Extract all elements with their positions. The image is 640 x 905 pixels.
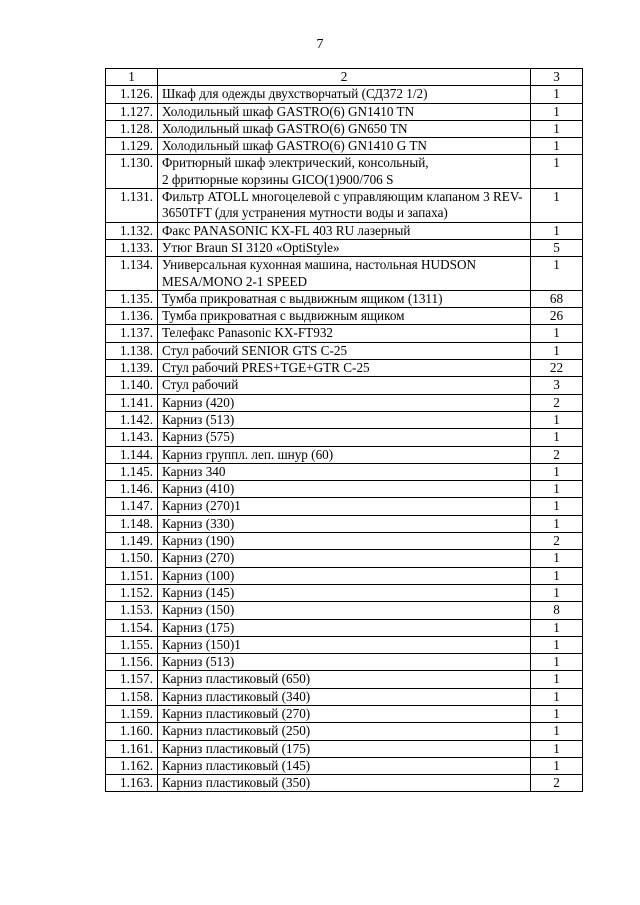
row-number: 1.150. xyxy=(106,550,158,567)
row-item-name: Шкаф для одежды двухстворчатый (СД372 1/2) xyxy=(158,86,531,103)
row-quantity: 1 xyxy=(531,723,583,740)
row-number: 1.144. xyxy=(106,446,158,463)
table-row xyxy=(106,688,583,705)
table-row xyxy=(106,567,583,584)
row-quantity: 22 xyxy=(531,360,583,377)
row-number: 1.147. xyxy=(106,498,158,515)
row-quantity: 2 xyxy=(531,446,583,463)
row-number: 1.141. xyxy=(106,394,158,411)
row-item-name: Карниз (513) xyxy=(158,411,531,428)
table-row xyxy=(106,705,583,722)
table-row xyxy=(106,138,583,155)
table-row xyxy=(106,239,583,256)
row-number: 1.138. xyxy=(106,342,158,359)
table-row xyxy=(106,86,583,103)
table-row xyxy=(106,189,583,223)
row-quantity: 1 xyxy=(531,515,583,532)
table-row xyxy=(106,429,583,446)
row-quantity: 1 xyxy=(531,463,583,480)
table-row xyxy=(106,498,583,515)
row-number: 1.154. xyxy=(106,619,158,636)
table-row xyxy=(106,290,583,307)
row-quantity: 1 xyxy=(531,619,583,636)
row-number: 1.156. xyxy=(106,654,158,671)
table-row xyxy=(106,222,583,239)
row-number: 1.149. xyxy=(106,533,158,550)
row-number: 1.157. xyxy=(106,671,158,688)
row-quantity: 1 xyxy=(531,567,583,584)
table-row xyxy=(106,411,583,428)
row-number: 1.161. xyxy=(106,740,158,757)
row-number: 1.163. xyxy=(106,775,158,792)
row-quantity: 1 xyxy=(531,498,583,515)
row-item-name: Карниз пластиковый (350) xyxy=(158,775,531,792)
table-row xyxy=(106,602,583,619)
row-number: 1.143. xyxy=(106,429,158,446)
table-row xyxy=(106,446,583,463)
table-row xyxy=(106,550,583,567)
row-number: 1.152. xyxy=(106,584,158,601)
row-item-name: Карниз (145) xyxy=(158,584,531,601)
row-item-name: Карниз (190) xyxy=(158,533,531,550)
row-quantity: 1 xyxy=(531,654,583,671)
table-row xyxy=(106,481,583,498)
row-number: 1.160. xyxy=(106,723,158,740)
row-item-name: Тумба прикроватная с выдвижным ящиком xyxy=(158,308,531,325)
row-number: 1.126. xyxy=(106,86,158,103)
table-row xyxy=(106,636,583,653)
row-number: 1.129. xyxy=(106,138,158,155)
row-item-name: Утюг Braun SI 3120 «OptiStyle» xyxy=(158,239,531,256)
row-item-name: Холодильный шкаф GASTRO(6) GN1410 TN xyxy=(158,103,531,120)
table-row xyxy=(106,723,583,740)
table-row xyxy=(106,394,583,411)
row-item-name: Карниз (100) xyxy=(158,567,531,584)
row-item-name: Универсальная кухонная машина, настольная HUDSON MESA/MONO 2-1 SPEED xyxy=(158,257,531,291)
row-quantity: 1 xyxy=(531,688,583,705)
row-item-name: Карниз (150)1 xyxy=(158,636,531,653)
table-row xyxy=(106,342,583,359)
row-number: 1.146. xyxy=(106,481,158,498)
row-item-name: Карниз (410) xyxy=(158,481,531,498)
row-quantity: 1 xyxy=(531,671,583,688)
table-row xyxy=(106,308,583,325)
row-number: 1.140. xyxy=(106,377,158,394)
row-item-name: Карниз группл. леп. шнур (60) xyxy=(158,446,531,463)
row-quantity: 1 xyxy=(531,740,583,757)
row-quantity: 8 xyxy=(531,602,583,619)
table-row xyxy=(106,103,583,120)
table-row xyxy=(106,360,583,377)
row-item-name: Карниз (150) xyxy=(158,602,531,619)
row-quantity: 1 xyxy=(531,705,583,722)
row-quantity: 5 xyxy=(531,239,583,256)
row-number: 1.132. xyxy=(106,222,158,239)
row-quantity: 1 xyxy=(531,550,583,567)
row-quantity: 68 xyxy=(531,290,583,307)
row-quantity: 1 xyxy=(531,86,583,103)
row-quantity: 1 xyxy=(531,636,583,653)
row-number: 1.162. xyxy=(106,757,158,774)
row-quantity: 1 xyxy=(531,411,583,428)
table-row xyxy=(106,325,583,342)
row-number: 1.158. xyxy=(106,688,158,705)
table-row xyxy=(106,533,583,550)
page-number: 7 xyxy=(316,37,324,52)
table-header-row xyxy=(106,69,583,86)
row-number: 1.134. xyxy=(106,257,158,291)
row-quantity: 1 xyxy=(531,325,583,342)
row-quantity: 26 xyxy=(531,308,583,325)
row-quantity: 1 xyxy=(531,155,583,189)
column-header-number: 1 xyxy=(106,69,158,86)
row-number: 1.127. xyxy=(106,103,158,120)
row-quantity: 2 xyxy=(531,775,583,792)
row-item-name: Карниз пластиковый (250) xyxy=(158,723,531,740)
row-item-name: Фильтр ATOLL многоцелевой с управляющим клапаном 3 REV-3650TFT (для устранения мутности воды и запаха) xyxy=(158,189,531,223)
row-item-name: Карниз (270) xyxy=(158,550,531,567)
row-quantity: 2 xyxy=(531,533,583,550)
row-quantity: 1 xyxy=(531,103,583,120)
row-number: 1.159. xyxy=(106,705,158,722)
row-item-name: Карниз пластиковый (650) xyxy=(158,671,531,688)
table-row xyxy=(106,463,583,480)
row-quantity: 1 xyxy=(531,120,583,137)
row-quantity: 1 xyxy=(531,757,583,774)
row-number: 1.136. xyxy=(106,308,158,325)
row-item-name: Карниз пластиковый (340) xyxy=(158,688,531,705)
row-item-name: Карниз (330) xyxy=(158,515,531,532)
row-item-name: Холодильный шкаф GASTRO(6) GN650 TN xyxy=(158,120,531,137)
column-header-name: 2 xyxy=(158,69,531,86)
table-body xyxy=(106,86,583,792)
row-item-name: Фритюрный шкаф электрический, консольный, 2 фритюрные корзины GICO(1)900/706 S xyxy=(158,155,531,189)
row-number: 1.130. xyxy=(106,155,158,189)
inventory-table xyxy=(105,68,583,792)
table-row xyxy=(106,654,583,671)
row-number: 1.128. xyxy=(106,120,158,137)
row-quantity: 3 xyxy=(531,377,583,394)
row-quantity: 1 xyxy=(531,584,583,601)
table-row xyxy=(106,377,583,394)
table-row xyxy=(106,740,583,757)
row-number: 1.151. xyxy=(106,567,158,584)
row-quantity: 1 xyxy=(531,138,583,155)
column-header-quantity: 3 xyxy=(531,69,583,86)
row-item-name: Карниз пластиковый (175) xyxy=(158,740,531,757)
row-quantity: 1 xyxy=(531,189,583,223)
row-number: 1.145. xyxy=(106,463,158,480)
row-quantity: 1 xyxy=(531,222,583,239)
row-quantity: 1 xyxy=(531,257,583,291)
row-quantity: 1 xyxy=(531,429,583,446)
row-quantity: 1 xyxy=(531,342,583,359)
table-row xyxy=(106,775,583,792)
row-item-name: Карниз пластиковый (145) xyxy=(158,757,531,774)
row-number: 1.135. xyxy=(106,290,158,307)
row-number: 1.148. xyxy=(106,515,158,532)
table-row xyxy=(106,619,583,636)
row-item-name: Карниз 340 xyxy=(158,463,531,480)
row-number: 1.139. xyxy=(106,360,158,377)
row-item-name: Карниз пластиковый (270) xyxy=(158,705,531,722)
row-number: 1.131. xyxy=(106,189,158,223)
row-item-name: Факс PANASONIC KX-FL 403 RU лазерный xyxy=(158,222,531,239)
row-quantity: 2 xyxy=(531,394,583,411)
row-item-name: Стул рабочий SENIOR GTS C-25 xyxy=(158,342,531,359)
row-item-name: Стул рабочий PRES+TGE+GTR C-25 xyxy=(158,360,531,377)
table-row xyxy=(106,757,583,774)
row-item-name: Холодильный шкаф GASTRO(6) GN1410 G TN xyxy=(158,138,531,155)
row-number: 1.142. xyxy=(106,411,158,428)
row-number: 1.155. xyxy=(106,636,158,653)
table-row xyxy=(106,515,583,532)
row-item-name: Карниз (175) xyxy=(158,619,531,636)
row-number: 1.153. xyxy=(106,602,158,619)
row-item-name: Стул рабочий xyxy=(158,377,531,394)
table-row xyxy=(106,257,583,291)
table-row xyxy=(106,120,583,137)
row-item-name: Карниз (420) xyxy=(158,394,531,411)
table-row xyxy=(106,671,583,688)
row-quantity: 1 xyxy=(531,481,583,498)
row-item-name: Карниз (270)1 xyxy=(158,498,531,515)
row-number: 1.137. xyxy=(106,325,158,342)
table-row xyxy=(106,155,583,189)
table-row xyxy=(106,584,583,601)
row-number: 1.133. xyxy=(106,239,158,256)
row-item-name: Карниз (513) xyxy=(158,654,531,671)
row-item-name: Карниз (575) xyxy=(158,429,531,446)
row-item-name: Тумба прикроватная с выдвижным ящиком (1311) xyxy=(158,290,531,307)
row-item-name: Телефакс Panasonic KX-FT932 xyxy=(158,325,531,342)
